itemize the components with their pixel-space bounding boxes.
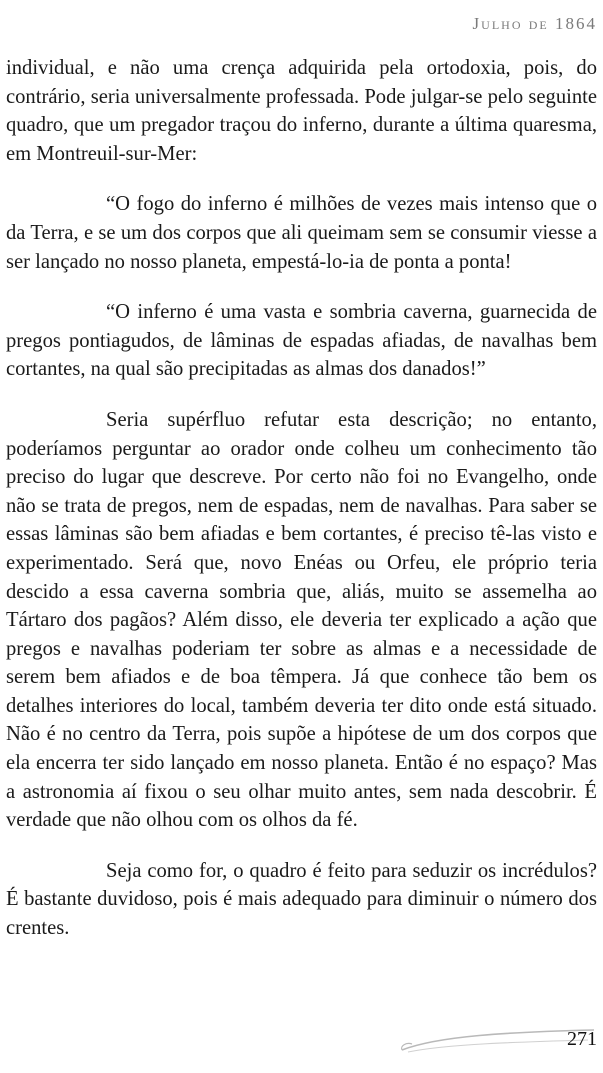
text-body	[6, 54, 597, 965]
running-head: Julho de 1864	[472, 14, 597, 33]
page-number: 271	[567, 1028, 597, 1050]
paragraph-refutation: Seria supérfluo refutar esta descrição; no entanto, poderíamos perguntar ao orador onde colheu um conhecimento tão preciso do lugar que descreve. Por certo não foi no Evangelho, onde não se trata de pregos, nem de espadas, nem de navalhas. Para saber se essas lâminas são bem afiadas e bem cortantes, é preciso tê-las visto e experimentado. Será que, novo Enéas ou Orfeu, ele próprio teria descido a essa caverna sombria que, aliás, muito se assemelha ao Tártaro dos pagãos? Além disso, ele deveria ter explicado a ação que pregos e navalhas poderiam ter sobre as almas e a necessidade de serem bem afiados e de boa têmpera. Já que conhece tão bem os detalhes interiores do local, também deveria ter dito onde está situado. Não é no centro da Terra, pois supõe a hipótese de um dos corpos que ela encerra ter sido lançado em nosso planeta. Então é no espaço? Mas a astronomia aí fixou o seu olhar muito antes, sem nada descobrir. É verdade que não olhou com os olhos da fé.	[6, 408, 597, 832]
paragraph-conclusion: Seja como for, o quadro é feito para seduzir os incrédulos? É bastante duvidoso, pois é mais adequado para diminuir o número dos crentes.	[6, 859, 597, 940]
page-footer	[0, 1018, 603, 1073]
paragraph-continuation: individual, e não uma crença adquirida pela ortodoxia, pois, do contrário, seria universalmente professada. Pode julgar-se pelo seguinte quadro, que um pregador traçou do inferno, durante a última quaresma, em Montreuil-sur-Mer:	[6, 57, 597, 165]
quote-paragraph-cavern: “O inferno é uma vasta e sombria caverna, guarnecida de pregos pontiagudos, de lâminas de espadas afiadas, de navalhas bem cortantes, na qual são precipitadas as almas dos danados!”	[6, 301, 597, 381]
quote-paragraph-fire: “O fogo do inferno é milhões de vezes mais intenso que o da Terra, e se um dos corpos que ali queimam sem se consumir viesse a ser lançado no nosso planeta, empestá-lo-ia de ponta a ponta!	[6, 193, 597, 273]
